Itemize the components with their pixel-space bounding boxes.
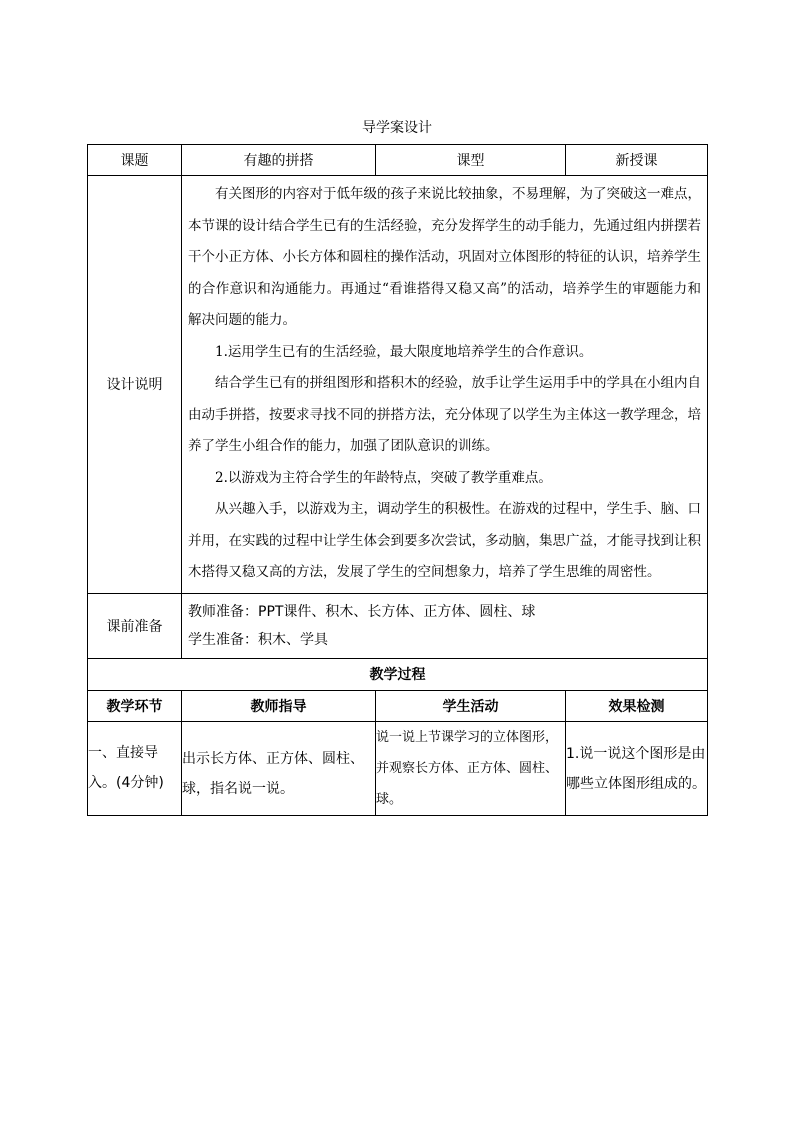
process-header-row: [88, 690, 708, 721]
student-activity-cell: 说一说上节课学习的立体图形，并观察长方体、正方体、圆柱、球。: [376, 721, 566, 815]
design-label: 设计说明: [88, 176, 182, 594]
student-prep: 学生准备：积木、学具: [188, 631, 328, 648]
design-paragraph: 1.运用学生已有的生活经验，最大限度地培养学生的合作意识。: [215, 343, 593, 360]
column-header: 教师指导: [182, 690, 376, 721]
design-paragraph: 结合学生已有的拼组图形和搭积木的经验，放手让学生运用手中的学具在小组内自由动手拼搭，按要求寻找不同的拼搭方法，充分体现了以学生为主体这一教学理念，培养了学生小组合作的能力，加强了团队意识的训练。: [188, 375, 701, 454]
topic-label: 课题: [88, 145, 182, 176]
lesson-plan-table: [87, 144, 708, 816]
process-title-row: [88, 658, 708, 690]
header-row: [88, 145, 708, 176]
prep-label: 课前准备: [88, 593, 182, 658]
prep-content: [182, 593, 708, 658]
page-title: 导学案设计: [362, 120, 432, 136]
topic-value: 有趣的拼搭: [182, 145, 376, 176]
prep-row: [88, 593, 708, 658]
type-label: 课型: [376, 145, 566, 176]
design-paragraph: 从兴趣入手，以游戏为主，调动学生的积极性。在游戏的过程中，学生手、脑、口并用，在实践的过程中让学生体会到要多次尝试，多动脑，集思广益，才能寻找到让积木搭得又稳又高的方法，发展了学生的空间想象力，培养了学生思维的周密性。: [188, 501, 701, 580]
process-title: 教学过程: [88, 658, 708, 690]
design-row: [88, 176, 708, 594]
table-row: [88, 721, 708, 815]
teacher-guidance-cell: 出示长方体、正方体、圆柱、球，指名说一说。: [182, 721, 376, 815]
type-value: 新授课: [566, 145, 708, 176]
design-paragraph: 有关图形的内容对于低年级的孩子来说比较抽象，不易理解，为了突破这一难点，本节课的设计结合学生已有的生活经验，充分发挥学生的动手能力，先通过组内拼摆若干个小正方体、小长方体和圆柱的操作活动，巩固对立体图形的特征的认识，培养学生的合作意识和沟通能力。再通过“看谁搭得又稳又高”的活动，培养学生的审题能力和解决问题的能力。: [188, 186, 701, 328]
design-content: [182, 176, 708, 594]
effect-check-cell: 1.说一说这个图形是由哪些立体图形组成的。: [566, 721, 708, 815]
column-header: 教学环节: [88, 690, 182, 721]
column-header: 学生活动: [376, 690, 566, 721]
phase-cell: 一、直接导入。(4分钟): [88, 721, 182, 815]
design-paragraph: 2.以游戏为主符合学生的年龄特点，突破了教学重难点。: [215, 469, 552, 486]
column-header: 效果检测: [566, 690, 708, 721]
teacher-prep: 教师准备：PPT课件、积木、长方体、正方体、圆柱、球: [188, 603, 536, 620]
